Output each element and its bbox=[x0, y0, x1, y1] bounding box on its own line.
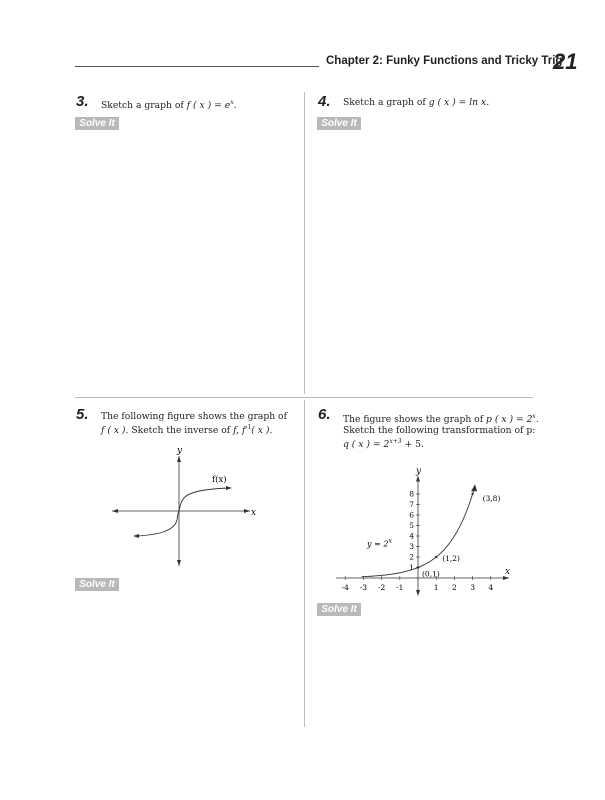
problem-4-number: 4. bbox=[318, 93, 331, 110]
p6-y-tick-label: 7 bbox=[409, 500, 414, 509]
p5-y-label: y bbox=[177, 446, 183, 456]
p6-y-tick-label: 4 bbox=[409, 531, 414, 541]
p6-point-label: (1,2) bbox=[442, 554, 460, 563]
p6-y-tick-label: 1 bbox=[409, 563, 414, 572]
p6-y-tick-label: 2 bbox=[409, 552, 414, 562]
problem-3-prefix: Sketch a graph of bbox=[101, 100, 187, 112]
problem-6-line1 bbox=[343, 411, 539, 425]
problem-4-suffix: . bbox=[486, 97, 490, 108]
problem-4-expression: g ( x ) = ln x bbox=[428, 97, 487, 108]
p5-curve-arrow-left bbox=[133, 534, 139, 538]
p5-x-arrow-left bbox=[112, 509, 118, 513]
problem-3-expression: f ( x ) = e bbox=[186, 100, 231, 112]
problem-6-line3-exp: x+3 bbox=[389, 438, 402, 446]
p5-curve bbox=[137, 488, 228, 536]
p5-curve-label: f(x) bbox=[212, 475, 227, 485]
problem-3-text bbox=[101, 97, 237, 111]
p5-y-arrow-up bbox=[177, 456, 181, 462]
p6-x-tick-label: 4 bbox=[488, 583, 494, 592]
problem-5-line2-expr: f ( x ) bbox=[101, 425, 126, 437]
problem-5-line2-f: f, f bbox=[233, 425, 246, 437]
problem-6-line1-expr: p ( x ) = 2 bbox=[486, 414, 533, 426]
p6-curve-arrow bbox=[471, 484, 477, 491]
p6-y-tick-label: 8 bbox=[409, 489, 414, 499]
chapter-title: Chapter 2: Funky Functions and Tricky Trig bbox=[326, 55, 563, 67]
problem-3-suffix: . bbox=[233, 100, 237, 112]
problem-6-line3-end: + 5. bbox=[401, 439, 424, 451]
p6-point bbox=[471, 493, 473, 495]
p6-curve-label bbox=[366, 538, 392, 549]
page-number: 21 bbox=[553, 49, 578, 74]
problem-6-line3-expr: q ( x ) = 2 bbox=[343, 439, 390, 451]
p6-y-tick-label: 6 bbox=[409, 510, 414, 520]
solve-it-badge-5: Solve It bbox=[75, 578, 119, 591]
problem-4-prefix: Sketch a graph of bbox=[343, 97, 429, 108]
p6-point-label: (0,1) bbox=[422, 569, 440, 579]
p6-x-tick-label: -4 bbox=[341, 583, 349, 592]
p6-x-tick-label: 2 bbox=[452, 583, 457, 592]
p6-points bbox=[417, 493, 501, 579]
problem-6-line1-exp: x bbox=[532, 413, 536, 420]
problem-4-text bbox=[343, 97, 489, 108]
solve-it-badge-4: Solve It bbox=[317, 117, 361, 130]
problem-3-number: 3. bbox=[76, 93, 89, 110]
p6-y-tick-label: 3 bbox=[409, 542, 414, 551]
problem-5-line2-end: ( x ). bbox=[251, 425, 273, 437]
problem-5-line2 bbox=[101, 422, 287, 436]
problem-3-exponent: x bbox=[230, 99, 234, 106]
problem-5-number: 5. bbox=[76, 406, 89, 423]
problem-5-text bbox=[101, 411, 287, 436]
p6-y-arrow-down bbox=[416, 590, 420, 596]
p6-y-label: y bbox=[416, 466, 422, 477]
p6-point-label: (3,8) bbox=[482, 494, 501, 503]
p5-y-arrow-down bbox=[177, 560, 181, 566]
divider-vertical-top bbox=[304, 92, 305, 394]
p6-x-tick-label: 3 bbox=[470, 583, 475, 592]
p5-x-label: x bbox=[251, 508, 257, 518]
problem-6-line1-prefix: The figure shows the graph of bbox=[343, 414, 487, 426]
p6-x-tick-label: -2 bbox=[377, 583, 386, 592]
p6-x-label: x bbox=[505, 567, 511, 577]
p6-curve-label-base: y = 2 bbox=[367, 539, 389, 549]
p6-x-tick-label: 1 bbox=[433, 583, 439, 592]
problem-6-line1-end: . bbox=[535, 414, 539, 426]
p6-point bbox=[417, 566, 419, 568]
problem-5-line2-rest: . Sketch the inverse of bbox=[125, 425, 234, 437]
p6-y-tick-label: 5 bbox=[409, 521, 414, 530]
problem-6-number: 6. bbox=[318, 406, 331, 423]
problem-6-text bbox=[343, 411, 539, 450]
divider-horizontal bbox=[75, 397, 533, 398]
divider-vertical-bottom bbox=[304, 400, 305, 727]
problem-6-line2: Sketch the following transformation of p: bbox=[343, 425, 536, 437]
p6-curve-label-exp: x bbox=[388, 537, 392, 545]
p5-curve-arrow-right bbox=[226, 486, 232, 490]
p5-x-arrow-right bbox=[244, 509, 250, 513]
solve-it-badge-6: Solve It bbox=[317, 603, 361, 616]
p6-x-tick-label: -3 bbox=[359, 583, 368, 592]
problem-6-line3 bbox=[343, 436, 539, 450]
problem-6-chart bbox=[335, 455, 525, 600]
problem-5-line1: The following figure shows the graph of bbox=[101, 411, 287, 422]
problem-5-line2-inv: -1 bbox=[245, 424, 252, 431]
p6-x-tick-label: -1 bbox=[396, 583, 404, 592]
header-rule bbox=[75, 66, 319, 67]
problem-5-figure bbox=[100, 440, 270, 575]
p6-point bbox=[435, 556, 437, 558]
solve-it-badge-3: Solve It bbox=[75, 117, 119, 130]
